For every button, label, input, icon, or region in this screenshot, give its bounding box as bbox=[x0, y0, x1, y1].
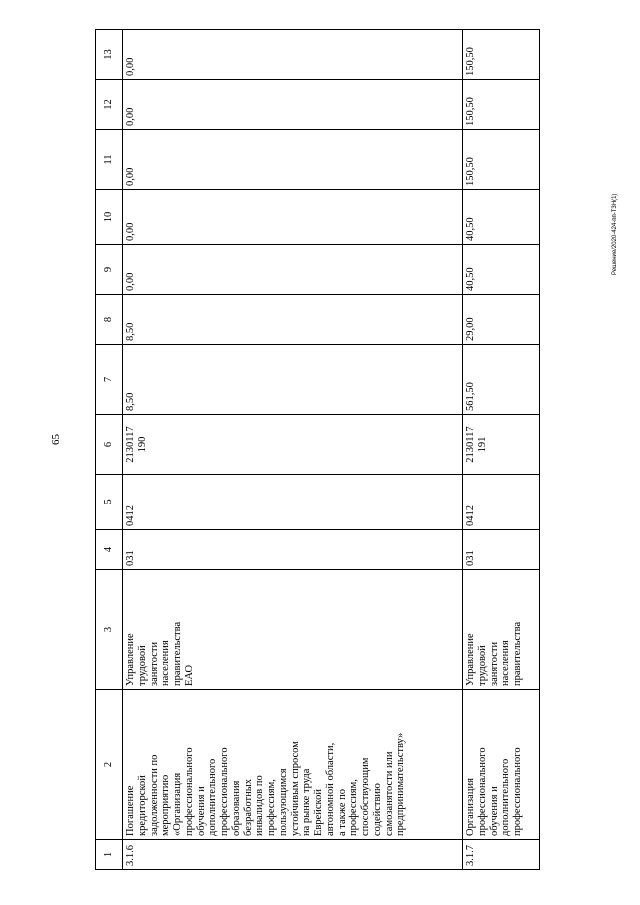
header-row bbox=[96, 30, 123, 870]
row-id: 3.1.7 bbox=[463, 840, 540, 870]
col-header-9: 9 bbox=[96, 245, 123, 295]
cell-c10: 0,00 bbox=[123, 190, 463, 245]
row-description: Погашение кредиторской задолженности по мероприятию «Организация профессионального обучения и дополнительного профессионального образования безработных инвалидов по профессиям, пользующимся устойчивым спросом на рынке труда Еврейской автономной области, а также по профессиям, способствующим содействию самозанятости или предпринимательству» bbox=[123, 690, 463, 840]
col-header-7: 7 bbox=[96, 345, 123, 415]
col-header-2: 2 bbox=[96, 690, 123, 840]
page-number: 65 bbox=[50, 434, 62, 445]
table-row bbox=[463, 30, 540, 870]
document-reference: Решение/2020-424-пп-Т3Н(1) bbox=[612, 193, 618, 275]
cell-c7: 8,50 bbox=[123, 345, 463, 415]
cell-c13: 150,50 bbox=[463, 30, 540, 80]
cell-c12: 150,50 bbox=[463, 80, 540, 130]
col-header-6: 6 bbox=[96, 415, 123, 475]
cell-c4: 031 bbox=[123, 530, 463, 570]
cell-c7: 561,50 bbox=[463, 345, 540, 415]
col-header-3: 3 bbox=[96, 570, 123, 690]
col-header-13: 13 bbox=[96, 30, 123, 80]
cell-c9: 0,00 bbox=[123, 245, 463, 295]
budget-table-container bbox=[95, 30, 540, 870]
row-executor: Управление трудовой занятости населения правительства ЕАО bbox=[123, 570, 463, 690]
col-header-1: 1 bbox=[96, 840, 123, 870]
cell-c12: 0,00 bbox=[123, 80, 463, 130]
row-description: Организация профессионального обучения и дополнительного профессионального bbox=[463, 690, 540, 840]
cell-c11: 150,50 bbox=[463, 130, 540, 190]
col-header-4: 4 bbox=[96, 530, 123, 570]
cell-c8: 8,50 bbox=[123, 295, 463, 345]
col-header-10: 10 bbox=[96, 190, 123, 245]
budget-table bbox=[95, 29, 540, 870]
col-header-8: 8 bbox=[96, 295, 123, 345]
col-header-11: 11 bbox=[96, 130, 123, 190]
cell-c6: 2130117 191 bbox=[463, 415, 540, 475]
cell-c10: 40,50 bbox=[463, 190, 540, 245]
cell-c11: 0,00 bbox=[123, 130, 463, 190]
cell-c4: 031 bbox=[463, 530, 540, 570]
row-id: 3.1.6 bbox=[123, 840, 463, 870]
cell-c13: 0,00 bbox=[123, 30, 463, 80]
cell-c9: 40,50 bbox=[463, 245, 540, 295]
cell-c8: 29,00 bbox=[463, 295, 540, 345]
col-header-5: 5 bbox=[96, 475, 123, 530]
cell-c6: 2130117 190 bbox=[123, 415, 463, 475]
cell-c5: 0412 bbox=[123, 475, 463, 530]
row-executor: Управление трудовой занятости населения правительства bbox=[463, 570, 540, 690]
table-row bbox=[123, 30, 463, 870]
cell-c5: 0412 bbox=[463, 475, 540, 530]
col-header-12: 12 bbox=[96, 80, 123, 130]
